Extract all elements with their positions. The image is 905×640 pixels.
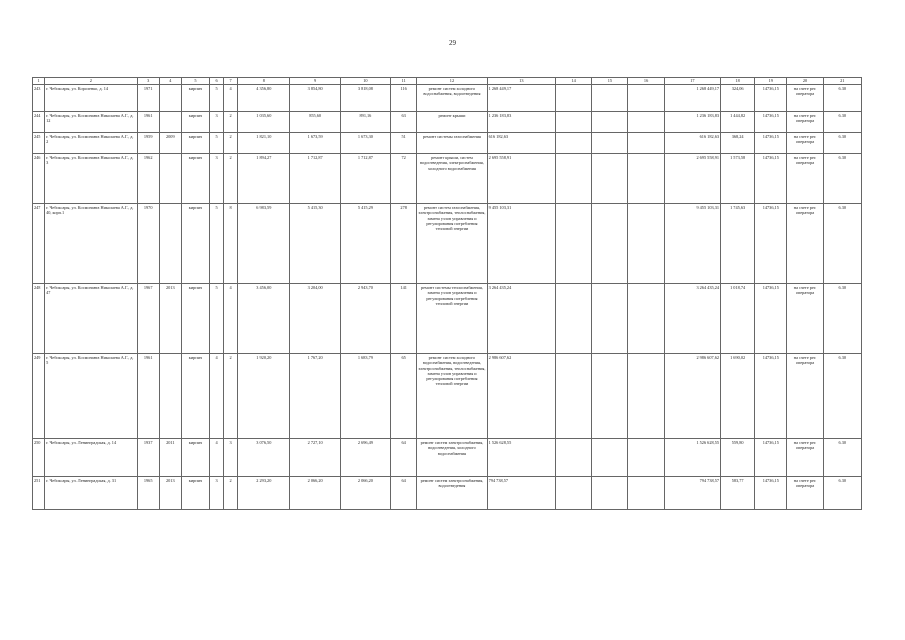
funding-method-cell: на счете рег. оператора <box>787 204 823 284</box>
wall-material-cell: кирпич <box>181 477 209 510</box>
living-area-cell: 855,60 <box>290 112 340 133</box>
living-area-cell: 3 204,00 <box>290 284 340 354</box>
empty-cell <box>556 477 592 510</box>
entrances-cell: 8 <box>224 204 238 284</box>
table-row <box>33 154 862 204</box>
empty-cell <box>592 354 628 439</box>
funding-method-cell: на счете рег. оператора <box>787 477 823 510</box>
total-area-cell: 1 035,60 <box>238 112 290 133</box>
empty-cell <box>628 204 664 284</box>
address-cell: г. Чебоксары, ул. Космонавта Николаева А.Г., д. 40, корп.1 <box>45 204 138 284</box>
funding-method-cell: на счете рег. оператора <box>787 112 823 133</box>
cost-per-m2-cell: 559,80 <box>721 439 755 477</box>
floors-cell: 5 <box>210 284 224 354</box>
term-cell: 6.30 <box>823 439 861 477</box>
wall-material-cell: кирпич <box>181 284 209 354</box>
works-cell: ремонт системы газоснабжения <box>417 133 487 154</box>
works-cell: ремонт крыши <box>417 112 487 133</box>
floors-cell: 5 <box>210 204 224 284</box>
total-area-cell: 1 920,20 <box>238 354 290 439</box>
column-number-cell: 11 <box>391 78 417 85</box>
empty-cell <box>556 154 592 204</box>
floors-cell: 5 <box>210 133 224 154</box>
living-area-cell: 2 066,20 <box>290 477 340 510</box>
column-number-cell: 9 <box>290 78 340 85</box>
column-number-cell: 10 <box>340 78 390 85</box>
cost-cell: 1 526 628,55 <box>487 439 555 477</box>
column-number-cell: 5 <box>181 78 209 85</box>
year-rebuilt-cell <box>159 112 181 133</box>
cost-per-m2-cell: 1 444,82 <box>721 112 755 133</box>
year-built-cell: 1962 <box>137 154 159 204</box>
residents-cell: 116 <box>391 85 417 112</box>
living-area-cell: 3 854,80 <box>290 85 340 112</box>
row-number-cell: 245 <box>33 133 45 154</box>
column-number-cell: 21 <box>823 78 861 85</box>
table-row <box>33 133 862 154</box>
address-cell: г. Чебоксары, ул. Космонавта Николаева А.Г., д. 12 <box>45 112 138 133</box>
entrances-cell: 3 <box>224 439 238 477</box>
empty-cell <box>556 204 592 284</box>
cost-cell: 1 268 449,17 <box>487 85 555 112</box>
address-cell: г. Чебоксары, ул. Ленинградская, д. 31 <box>45 477 138 510</box>
term-cell: 6.30 <box>823 112 861 133</box>
address-cell: г. Чебоксары, ул. Космонавта Николаева А.Г., д. 3 <box>45 154 138 204</box>
column-number-cell: 18 <box>721 78 755 85</box>
regional-funds-cell: 1 526 628,55 <box>664 439 720 477</box>
regional-funds-cell: 1 268 449,17 <box>664 85 720 112</box>
cost-per-m2-cell: 1 573,58 <box>721 154 755 204</box>
works-cell: ремонт систем газоснабжения, электроснабжения, теплоснабжения, замена узлов управления и регулирования потребления тепловой энергии <box>417 204 487 284</box>
residents-cell: 64 <box>391 439 417 477</box>
wall-material-cell: кирпич <box>181 85 209 112</box>
empty-cell <box>628 112 664 133</box>
address-cell: г. Чебоксары, ул. Короленко, д. 14 <box>45 85 138 112</box>
year-built-cell: 1961 <box>137 354 159 439</box>
column-number-cell: 19 <box>755 78 787 85</box>
term-cell: 6.30 <box>823 204 861 284</box>
cost-per-m2-cell: 583,77 <box>721 477 755 510</box>
funding-method-cell: на счете рег. оператора <box>787 85 823 112</box>
floors-cell: 4 <box>210 439 224 477</box>
address-cell: г. Чебоксары, ул. Космонавта Николаева А.Г., д. 47 <box>45 284 138 354</box>
year-built-cell: 1965 <box>137 477 159 510</box>
column-number-cell: 17 <box>664 78 720 85</box>
wall-material-cell: кирпич <box>181 133 209 154</box>
column-number-cell: 14 <box>556 78 592 85</box>
floors-cell: 4 <box>210 354 224 439</box>
works-cell: ремонт систем электроснабжения, водоотведения, холодного водоснабжения <box>417 439 487 477</box>
address-cell: г. Чебоксары, ул. Космонавта Николаева А.Г., д. 5 <box>45 354 138 439</box>
year-rebuilt-cell: 2013 <box>159 284 181 354</box>
term-cell: 6.30 <box>823 477 861 510</box>
total-area-cell: 2 293,20 <box>238 477 290 510</box>
entrances-cell: 4 <box>224 85 238 112</box>
table-row <box>33 439 862 477</box>
funding-method-cell: на счете рег. оператора <box>787 439 823 477</box>
column-number-cell: 6 <box>210 78 224 85</box>
cost-per-m2-cell: 1 018,74 <box>721 284 755 354</box>
living-area-cell: 5 415,30 <box>290 204 340 284</box>
table-row <box>33 204 862 284</box>
year-rebuilt-cell <box>159 154 181 204</box>
works-cell: ремонт системы теплоснабжения, замена узлов управления и регулирования потребления тепловой энергии <box>417 284 487 354</box>
residential-area-cell: 3 818,08 <box>340 85 390 112</box>
residents-cell: 72 <box>391 154 417 204</box>
column-number-row <box>33 78 862 85</box>
address-cell: г. Чебоксары, ул. Ленинградская, д. 14 <box>45 439 138 477</box>
empty-cell <box>556 284 592 354</box>
empty-cell <box>628 133 664 154</box>
residents-cell: 65 <box>391 354 417 439</box>
entrances-cell: 2 <box>224 154 238 204</box>
cost-cell: 3 264 435,24 <box>487 284 555 354</box>
limit-cell: 14736,15 <box>755 85 787 112</box>
residential-area-cell: 1 712,87 <box>340 154 390 204</box>
regional-funds-cell: 794 738,57 <box>664 477 720 510</box>
empty-cell <box>556 112 592 133</box>
total-area-cell: 1 821,10 <box>238 133 290 154</box>
entrances-cell: 4 <box>224 284 238 354</box>
floors-cell: 5 <box>210 85 224 112</box>
regional-funds-cell: 2 986 607,62 <box>664 354 720 439</box>
empty-cell <box>592 133 628 154</box>
row-number-cell: 247 <box>33 204 45 284</box>
year-built-cell: 1970 <box>137 204 159 284</box>
column-number-cell: 20 <box>787 78 823 85</box>
cost-cell: 794 738,57 <box>487 477 555 510</box>
year-built-cell: 1959 <box>137 133 159 154</box>
empty-cell <box>628 154 664 204</box>
regional-funds-cell: 9 455 103,31 <box>664 204 720 284</box>
limit-cell: 14736,15 <box>755 154 787 204</box>
empty-cell <box>628 85 664 112</box>
row-number-cell: 250 <box>33 439 45 477</box>
year-built-cell: 1967 <box>137 284 159 354</box>
empty-cell <box>556 439 592 477</box>
year-rebuilt-cell: 2013 <box>159 477 181 510</box>
empty-cell <box>592 204 628 284</box>
funding-method-cell: на счете рег. оператора <box>787 154 823 204</box>
cost-per-m2-cell: 324,06 <box>721 85 755 112</box>
empty-cell <box>592 85 628 112</box>
residential-area-cell: 2 943,70 <box>340 284 390 354</box>
year-rebuilt-cell: 2009 <box>159 133 181 154</box>
year-built-cell: 1961 <box>137 112 159 133</box>
empty-cell <box>592 439 628 477</box>
cost-cell: 1 236 183,83 <box>487 112 555 133</box>
funding-method-cell: на счете рег. оператора <box>787 354 823 439</box>
term-cell: 6.30 <box>823 154 861 204</box>
limit-cell: 14736,15 <box>755 477 787 510</box>
address-cell: г. Чебоксары, ул. Космонавта Николаева А.Г., д. 2 <box>45 133 138 154</box>
column-number-cell: 13 <box>487 78 555 85</box>
total-area-cell: 4 356,80 <box>238 85 290 112</box>
row-number-cell: 251 <box>33 477 45 510</box>
empty-cell <box>592 112 628 133</box>
cost-cell: 9 455 103,31 <box>487 204 555 284</box>
empty-cell <box>556 133 592 154</box>
column-number-cell: 3 <box>137 78 159 85</box>
row-number-cell: 246 <box>33 154 45 204</box>
living-area-cell: 1 767,20 <box>290 354 340 439</box>
empty-cell <box>556 85 592 112</box>
year-rebuilt-cell <box>159 204 181 284</box>
year-built-cell: 1971 <box>137 85 159 112</box>
row-number-cell: 243 <box>33 85 45 112</box>
empty-cell <box>628 354 664 439</box>
residents-cell: 63 <box>391 112 417 133</box>
floors-cell: 3 <box>210 112 224 133</box>
column-number-cell: 15 <box>592 78 628 85</box>
residential-area-cell: 2 066,20 <box>340 477 390 510</box>
repair-register-table <box>32 77 862 510</box>
total-area-cell: 3 456,00 <box>238 284 290 354</box>
entrances-cell: 2 <box>224 354 238 439</box>
regional-funds-cell: 616 182,63 <box>664 133 720 154</box>
floors-cell: 3 <box>210 477 224 510</box>
living-area-cell: 1 712,87 <box>290 154 340 204</box>
entrances-cell: 2 <box>224 477 238 510</box>
total-area-cell: 6 983,59 <box>238 204 290 284</box>
residential-area-cell: 891,16 <box>340 112 390 133</box>
works-cell: ремонт крыши, систем водоотведения, электроснабжения, холодного водоснабжения <box>417 154 487 204</box>
floors-cell: 3 <box>210 154 224 204</box>
row-number-cell: 248 <box>33 284 45 354</box>
term-cell: 6.30 <box>823 354 861 439</box>
column-number-cell: 2 <box>45 78 138 85</box>
residents-cell: 64 <box>391 477 417 510</box>
regional-funds-cell: 3 264 435,24 <box>664 284 720 354</box>
limit-cell: 14736,15 <box>755 439 787 477</box>
column-number-cell: 1 <box>33 78 45 85</box>
table-row <box>33 354 862 439</box>
table-row <box>33 112 862 133</box>
empty-cell <box>592 154 628 204</box>
limit-cell: 14736,15 <box>755 354 787 439</box>
table-row <box>33 477 862 510</box>
year-rebuilt-cell: 2011 <box>159 439 181 477</box>
column-number-cell: 4 <box>159 78 181 85</box>
term-cell: 6.30 <box>823 133 861 154</box>
page-number: 29 <box>449 39 456 47</box>
term-cell: 6.30 <box>823 85 861 112</box>
residential-area-cell: 5 415,29 <box>340 204 390 284</box>
limit-cell: 14736,15 <box>755 284 787 354</box>
empty-cell <box>628 284 664 354</box>
wall-material-cell: кирпич <box>181 204 209 284</box>
regional-funds-cell: 2 695 558,91 <box>664 154 720 204</box>
limit-cell: 14736,15 <box>755 112 787 133</box>
funding-method-cell: на счете рег. оператора <box>787 284 823 354</box>
entrances-cell: 2 <box>224 112 238 133</box>
entrances-cell: 2 <box>224 133 238 154</box>
living-area-cell: 2 727,10 <box>290 439 340 477</box>
column-number-cell: 16 <box>628 78 664 85</box>
total-area-cell: 3 076,50 <box>238 439 290 477</box>
empty-cell <box>592 477 628 510</box>
wall-material-cell: кирпич <box>181 154 209 204</box>
works-cell: ремонт систем электроснабжения, водоотведения <box>417 477 487 510</box>
cost-cell: 2 986 607,62 <box>487 354 555 439</box>
works-cell: ремонт систем холодного водоснабжения, водоотведения <box>417 85 487 112</box>
works-cell: ремонт систем холодного водоснабжения, водоотведения, электроснабжения, теплоснабжения, замена узлов управления и регулирования потребления тепловой энергии <box>417 354 487 439</box>
column-number-cell: 12 <box>417 78 487 85</box>
row-number-cell: 244 <box>33 112 45 133</box>
row-number-cell: 249 <box>33 354 45 439</box>
table-row <box>33 85 862 112</box>
cost-cell: 616 182,63 <box>487 133 555 154</box>
table-row <box>33 284 862 354</box>
residential-area-cell: 1 673,30 <box>340 133 390 154</box>
total-area-cell: 1 894,27 <box>238 154 290 204</box>
empty-cell <box>628 439 664 477</box>
limit-cell: 14736,15 <box>755 204 787 284</box>
cost-cell: 2 695 558,91 <box>487 154 555 204</box>
residents-cell: 141 <box>391 284 417 354</box>
empty-cell <box>556 354 592 439</box>
column-number-cell: 8 <box>238 78 290 85</box>
residents-cell: 51 <box>391 133 417 154</box>
year-rebuilt-cell <box>159 85 181 112</box>
empty-cell <box>592 284 628 354</box>
column-number-cell: 7 <box>224 78 238 85</box>
residents-cell: 278 <box>391 204 417 284</box>
funding-method-cell: на счете рег. оператора <box>787 133 823 154</box>
residential-area-cell: 2 696,49 <box>340 439 390 477</box>
cost-per-m2-cell: 1 690,02 <box>721 354 755 439</box>
cost-per-m2-cell: 368,24 <box>721 133 755 154</box>
cost-per-m2-cell: 1 745,63 <box>721 204 755 284</box>
wall-material-cell: кирпич <box>181 354 209 439</box>
term-cell: 6.30 <box>823 284 861 354</box>
wall-material-cell: кирпич <box>181 439 209 477</box>
empty-cell <box>628 477 664 510</box>
year-rebuilt-cell <box>159 354 181 439</box>
wall-material-cell: кирпич <box>181 112 209 133</box>
residential-area-cell: 1 683,79 <box>340 354 390 439</box>
living-area-cell: 1 673,59 <box>290 133 340 154</box>
year-built-cell: 1937 <box>137 439 159 477</box>
limit-cell: 14736,15 <box>755 133 787 154</box>
regional-funds-cell: 1 236 183,83 <box>664 112 720 133</box>
